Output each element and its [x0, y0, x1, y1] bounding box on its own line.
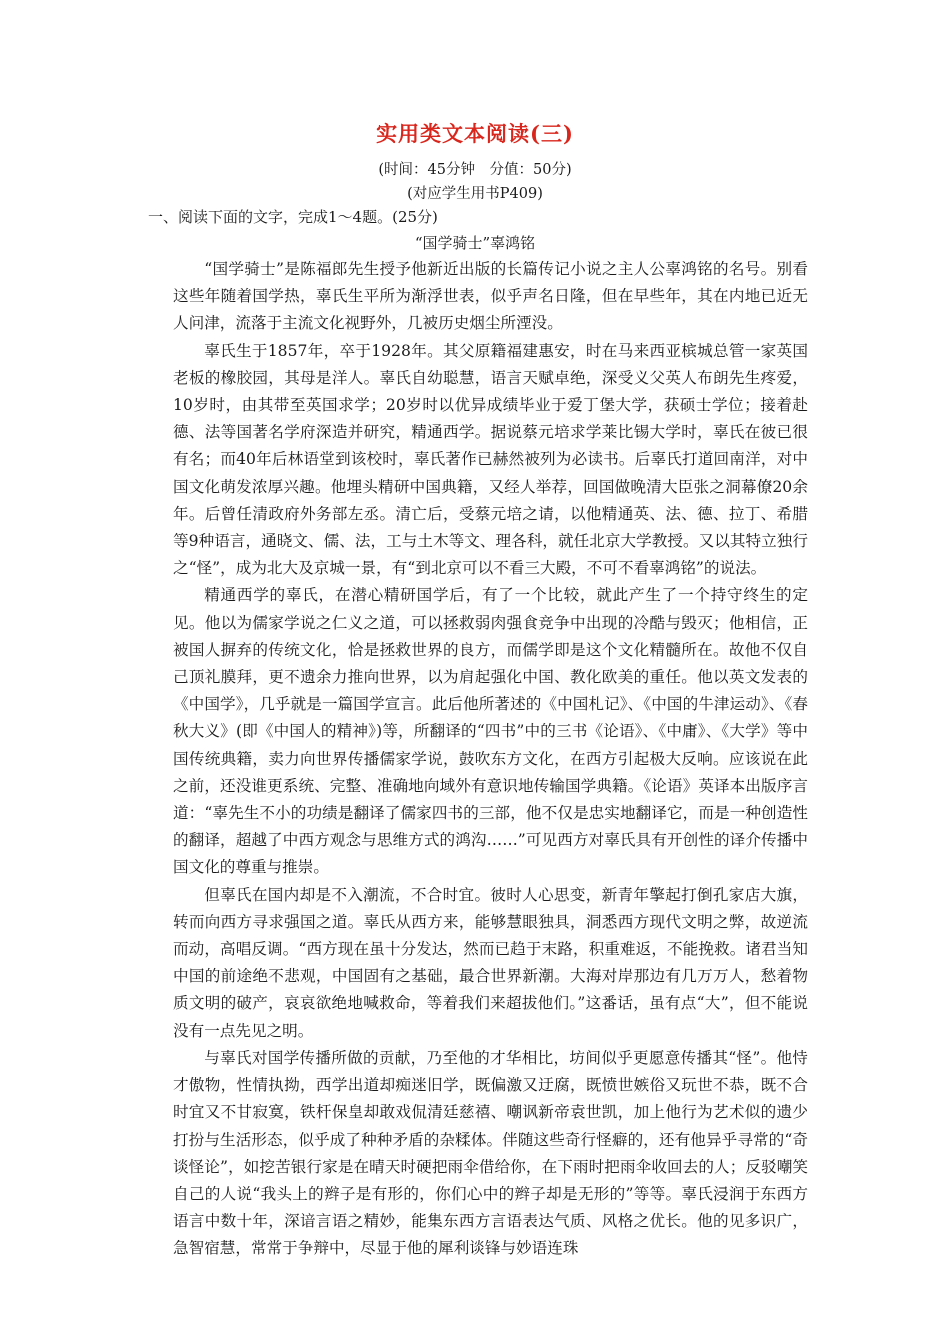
- paragraph: 但辜氏在国内却是不入潮流，不合时宜。彼时人心思变，新青年擎起打倒孔家店大旗，转而向西方寻求强国之道。辜氏从西方来，能够慧眼独具，洞悉西方现代文明之弊，故逆流而动，高唱反调。“西方现在虽十分发达，然而已趋于末路，积重难返，不能挽救。诸君当知中国的前途绝不悲观，中国固有之基础，最合世界新潮。大海对岸那边有几万万人，愁着物质文明的破产，哀哀欲绝地喊救命，等着我们来超拔他们。”这番话，虽有点“大”，但不能说没有一点先见之明。: [173, 885, 808, 1040]
- article-title: “国学骑士”辜鸿铭: [414, 234, 536, 252]
- time-score-line: (时间：45分钟 分值：50分): [378, 162, 572, 178]
- paragraph: 辜氏生于1857年，卒于1928年。其父原籍福建惠安，时在马来西亚槟城总管一家英国老板的橡胶园，其母是洋人。辜氏自幼聪慧，语言天赋卓绝，深受义父英人布朗先生疼爱，10岁时，由其带至英国求学；20岁时以优异成绩毕业于爱丁堡大学，获硕士学位；接着赴德、法等国著名学府深造并研究，精通西学。据说蔡元培求学莱比锡大学时，辜氏在彼已很有名；而40年后林语堂到该校时，辜氏著作已赫然被列为必读书。后辜氏打道回南洋，对中国文化萌发浓厚兴趣。他埋头精研中国典籍，又经人举荐，回国做晚清大臣张之洞幕僚20余年。后曾任清政府外务部左丞。清亡后，受蔡元培之请，以他精通英、法、德、拉丁、希腊等9种语言，通晓文、儒、法，工与土木等文、理各科，就任北京大学教授。又以其特立独行之“怪”，成为北大及京城一景，有“到北京可以不看三大殿，不可不看辜鸿铭”的说法。: [173, 341, 808, 578]
- paragraph: 与辜氏对国学传播所做的贡献，乃至他的才华相比，坊间似乎更愿意传播其“怪”。他恃才傲物，性情执拗，西学出道却痴迷旧学，既偏激又迂腐，既愤世嫉俗又玩世不恭，既不合时宜又不甘寂寞，铁杆保皇却敢戏侃清廷慈禧、嘲讽新帝袁世凯，加上他行为艺术似的遗少打扮与生活形态，似乎成了种种矛盾的杂糅体。伴随这些奇行怪癖的，还有他异乎寻常的“奇谈怪论”，如挖苦银行家是在晴天时硬把雨伞借给你，在下雨时把雨伞收回去的人；反驳嘲笑自己的人说“我头上的辫子是有形的，你们心中的辫子却是无形的”等等。辜氏浸润于东西方语言中数十年，深谙言语之精妙，能集东西方言语表达气质、风格之优长。他的见多识广，急智宿慧，常常于争辩中，尽显于他的犀利谈锋与妙语连珠: [173, 1048, 808, 1258]
- page-title: 实用类文本阅读(三): [376, 121, 574, 146]
- paragraph: “国学骑士”是陈福郎先生授予他新近出版的长篇传记小说之主人公辜鸿铭的名号。别看这些年随着国学热，辜氏生平所为渐浮世表，似乎声名日隆，但在早些年，其在内地已近无人问津，流落于主流文化视野外，几被历史烟尘所湮没。: [173, 260, 808, 333]
- section-heading: 一、阅读下面的文字，完成1～4题。(25分): [148, 208, 438, 226]
- article-body: [173, 256, 808, 1263]
- paragraph: 精通西学的辜氏，在潜心精研国学后，有了一个比较，就此产生了一个持守终生的定见。他以为儒家学说之仁义之道，可以拯救弱肉强食竞争中出现的冷酷与毁灭；他相信，正被国人摒弃的传统文化，恰是拯救世界的良方，而儒学即是这个文化精髓所在。故他不仅自己顶礼膜拜，更不遗余力推向世界，以为肩起强化中国、教化欧美的重任。他以英文发表的《中国学》，几乎就是一篇国学宣言。此后他所著述的《中国札记》、《中国的牛津运动》、《春秋大义》(即《中国人的精神》)等，所翻译的“四书”中的三书《论语》、《中庸》、《大学》等中国传统典籍，卖力向世界传播儒家学说，鼓吹东方文化，在西方引起极大反响。应该说在此之前，还没谁更系统、完整、准确地向域外有意识地传输国学典籍。《论语》英译本出版序言道：“辜先生不小的功绩是翻译了儒家四书的三部，他不仅是忠实地翻译它，而是一种创造性的翻译，超越了中西方观念与思维方式的鸿沟……”可见西方对辜氏具有开创性的译介传播中国文化的尊重与推崇。: [173, 586, 808, 877]
- book-reference: (对应学生用书P409): [407, 186, 543, 202]
